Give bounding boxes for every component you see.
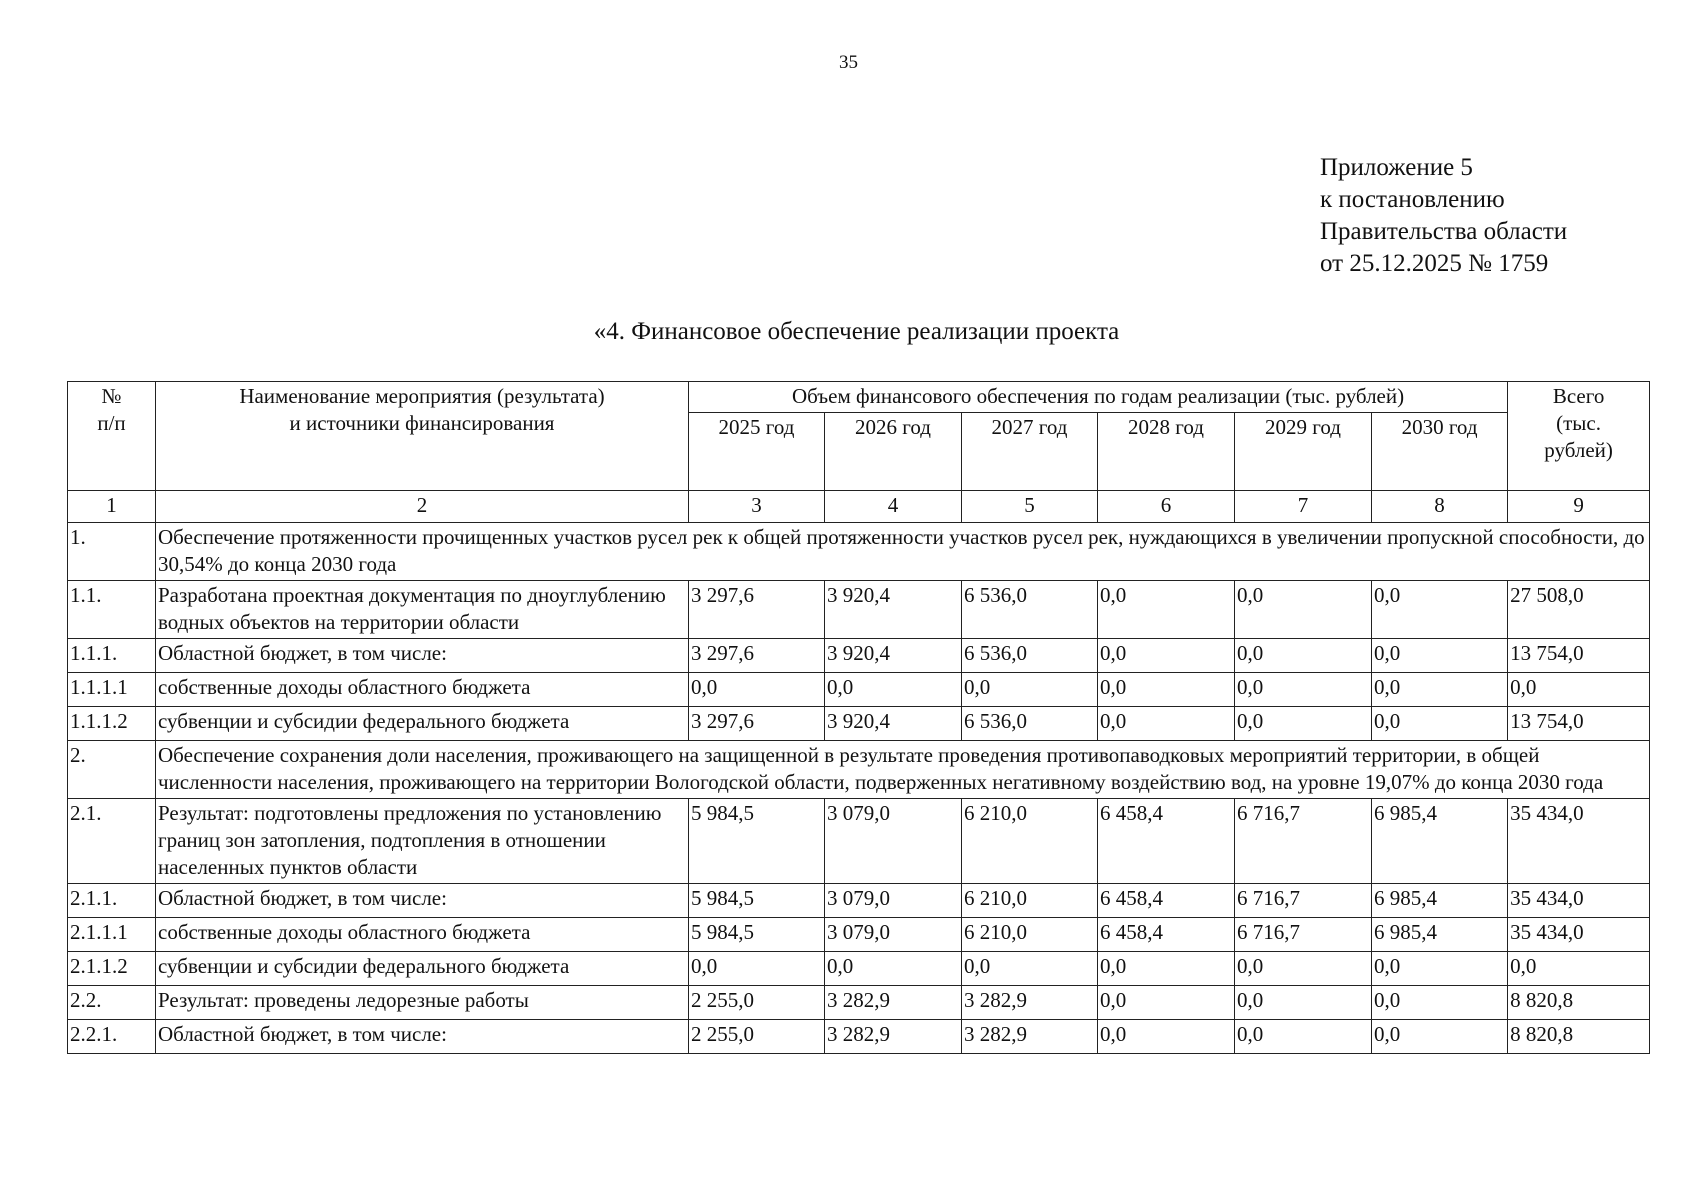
row-value: 6 458,4 <box>1098 799 1235 884</box>
row-name: Результат: проведены ледорезные работы <box>156 986 689 1020</box>
row-value: 0,0 <box>1235 581 1372 639</box>
row-value: 6 210,0 <box>962 918 1098 952</box>
row-value: 0,0 <box>1372 673 1508 707</box>
row-value: 3 079,0 <box>825 918 962 952</box>
row-name: собственные доходы областного бюджета <box>156 918 689 952</box>
row-value: 0,0 <box>1372 639 1508 673</box>
table-row <box>68 639 1650 673</box>
column-number: 1 <box>68 491 156 523</box>
header-total-line2: (тыс. <box>1556 411 1601 435</box>
table-row <box>68 707 1650 741</box>
header-year-2026: 2026 год <box>825 413 962 491</box>
row-value: 5 984,5 <box>689 918 825 952</box>
row-value: 0,0 <box>689 673 825 707</box>
row-value: 6 536,0 <box>962 581 1098 639</box>
row-value: 0,0 <box>1372 581 1508 639</box>
appendix-line-3: Правительства области <box>1320 218 1568 245</box>
column-number: 2 <box>156 491 689 523</box>
row-value: 3 079,0 <box>825 884 962 918</box>
column-number: 8 <box>1372 491 1508 523</box>
table-row <box>68 673 1650 707</box>
row-number: 2.1.1.2 <box>68 952 156 986</box>
row-value: 0,0 <box>1098 952 1235 986</box>
row-number: 1.1.1. <box>68 639 156 673</box>
row-value: 3 282,9 <box>825 1020 962 1054</box>
header-total-line1: Всего <box>1552 384 1605 408</box>
row-value: 3 282,9 <box>962 1020 1098 1054</box>
row-value: 6 716,7 <box>1235 884 1372 918</box>
row-total: 8 820,8 <box>1508 1020 1650 1054</box>
row-name: Результат: подготовлены предложения по установлению границ зон затопления, подтопления в отношении населенных пунктов области <box>156 799 689 884</box>
row-value: 3 297,6 <box>689 707 825 741</box>
row-name: Областной бюджет, в том числе: <box>156 639 689 673</box>
row-total: 27 508,0 <box>1508 581 1650 639</box>
row-value: 0,0 <box>1235 673 1372 707</box>
row-value: 6 210,0 <box>962 884 1098 918</box>
row-value: 0,0 <box>962 952 1098 986</box>
row-value: 0,0 <box>1235 1020 1372 1054</box>
row-value: 0,0 <box>1098 1020 1235 1054</box>
row-value: 3 079,0 <box>825 799 962 884</box>
row-total: 13 754,0 <box>1508 639 1650 673</box>
financing-table <box>67 381 1650 1054</box>
row-value: 5 984,5 <box>689 884 825 918</box>
row-value: 6 716,7 <box>1235 918 1372 952</box>
row-total: 13 754,0 <box>1508 707 1650 741</box>
column-number: 5 <box>962 491 1098 523</box>
page-number: 35 <box>839 52 858 73</box>
row-value: 6 716,7 <box>1235 799 1372 884</box>
header-year-2030: 2030 год <box>1372 413 1508 491</box>
row-total: 0,0 <box>1508 952 1650 986</box>
row-value: 0,0 <box>1235 639 1372 673</box>
column-number: 7 <box>1235 491 1372 523</box>
row-value: 6 985,4 <box>1372 884 1508 918</box>
row-number: 2. <box>68 741 156 799</box>
row-value: 2 255,0 <box>689 1020 825 1054</box>
row-value: 0,0 <box>689 952 825 986</box>
header-year-2028: 2028 год <box>1098 413 1235 491</box>
row-value: 6 458,4 <box>1098 884 1235 918</box>
table-row <box>68 884 1650 918</box>
row-value: 3 282,9 <box>962 986 1098 1020</box>
row-value: 0,0 <box>1098 581 1235 639</box>
section-row <box>68 523 1650 581</box>
header-row <box>68 382 1650 413</box>
table-row <box>68 952 1650 986</box>
header-year-2029: 2029 год <box>1235 413 1372 491</box>
row-value: 6 985,4 <box>1372 799 1508 884</box>
column-numbers-row <box>68 491 1650 523</box>
column-number: 4 <box>825 491 962 523</box>
row-name: Областной бюджет, в том числе: <box>156 884 689 918</box>
row-value: 0,0 <box>962 673 1098 707</box>
row-value: 0,0 <box>1372 986 1508 1020</box>
row-total: 35 434,0 <box>1508 884 1650 918</box>
appendix-line-2: к постановлению <box>1320 186 1505 213</box>
row-value: 2 255,0 <box>689 986 825 1020</box>
row-value: 0,0 <box>1098 639 1235 673</box>
row-value: 3 920,4 <box>825 581 962 639</box>
row-total: 35 434,0 <box>1508 918 1650 952</box>
header-num-line2: п/п <box>97 411 126 435</box>
header-year-2025: 2025 год <box>689 413 825 491</box>
header-num-cell <box>68 382 156 491</box>
row-number: 1.1.1.2 <box>68 707 156 741</box>
row-value: 3 920,4 <box>825 707 962 741</box>
row-number: 2.2.1. <box>68 1020 156 1054</box>
section-title: «4. Финансовое обеспечение реализации проекта <box>593 318 1120 345</box>
section-row <box>68 741 1650 799</box>
section-text: Обеспечение протяженности прочищенных участков русел рек к общей протяженности участков русел рек, нуждающихся в увеличении пропускной способности, до 30,54% до конца 2030 года <box>156 523 1650 581</box>
row-value: 0,0 <box>1098 707 1235 741</box>
header-total-line3: рублей) <box>1544 438 1613 462</box>
row-number: 2.1. <box>68 799 156 884</box>
row-name: Областной бюджет, в том числе: <box>156 1020 689 1054</box>
row-value: 0,0 <box>1098 673 1235 707</box>
row-value: 0,0 <box>1235 952 1372 986</box>
table-row <box>68 581 1650 639</box>
row-number: 1. <box>68 523 156 581</box>
header-name-line2: и источники финансирования <box>289 411 555 435</box>
row-value: 6 985,4 <box>1372 918 1508 952</box>
table-row <box>68 986 1650 1020</box>
section-text: Обеспечение сохранения доли населения, проживающего на защищенной в результате проведения противопаводковых мероприятий территории, в общей численности населения, проживающего на территории Вологодской области, подверженных негативному воздействию вод, на уровне 19,07% до конца 2030 года <box>156 741 1650 799</box>
header-total-cell <box>1508 382 1650 491</box>
row-number: 1.1. <box>68 581 156 639</box>
row-number: 1.1.1.1 <box>68 673 156 707</box>
row-name: Разработана проектная документация по дноуглублению водных объектов на территории области <box>156 581 689 639</box>
row-total: 8 820,8 <box>1508 986 1650 1020</box>
column-number: 3 <box>689 491 825 523</box>
row-name: субвенции и субсидии федерального бюджета <box>156 707 689 741</box>
row-value: 6 210,0 <box>962 799 1098 884</box>
table-row <box>68 918 1650 952</box>
row-total: 35 434,0 <box>1508 799 1650 884</box>
appendix-block <box>1320 152 1567 280</box>
row-value: 0,0 <box>1372 952 1508 986</box>
row-total: 0,0 <box>1508 673 1650 707</box>
header-name-cell <box>156 382 689 491</box>
row-number: 2.1.1.1 <box>68 918 156 952</box>
row-name: собственные доходы областного бюджета <box>156 673 689 707</box>
row-name: субвенции и субсидии федерального бюджета <box>156 952 689 986</box>
header-name-line1: Наименование мероприятия (результата) <box>239 384 605 408</box>
row-number: 2.1.1. <box>68 884 156 918</box>
header-num-line1: № <box>101 384 122 408</box>
row-value: 0,0 <box>825 673 962 707</box>
row-value: 6 458,4 <box>1098 918 1235 952</box>
column-number: 6 <box>1098 491 1235 523</box>
row-number: 2.2. <box>68 986 156 1020</box>
appendix-line-1: Приложение 5 <box>1320 154 1473 181</box>
row-value: 0,0 <box>1235 707 1372 741</box>
table-row <box>68 799 1650 884</box>
row-value: 3 297,6 <box>689 581 825 639</box>
row-value: 6 536,0 <box>962 639 1098 673</box>
row-value: 0,0 <box>1372 707 1508 741</box>
row-value: 6 536,0 <box>962 707 1098 741</box>
appendix-line-4: от 25.12.2025 № 1759 <box>1320 250 1549 277</box>
row-value: 0,0 <box>1098 986 1235 1020</box>
row-value: 3 282,9 <box>825 986 962 1020</box>
row-value: 0,0 <box>1235 986 1372 1020</box>
header-volume-cell: Объем финансового обеспечения по годам реализации (тыс. рублей) <box>689 382 1508 413</box>
row-value: 0,0 <box>825 952 962 986</box>
header-year-2027: 2027 год <box>962 413 1098 491</box>
row-value: 0,0 <box>1372 1020 1508 1054</box>
table-row <box>68 1020 1650 1054</box>
row-value: 3 920,4 <box>825 639 962 673</box>
row-value: 3 297,6 <box>689 639 825 673</box>
row-value: 5 984,5 <box>689 799 825 884</box>
column-number: 9 <box>1508 491 1650 523</box>
